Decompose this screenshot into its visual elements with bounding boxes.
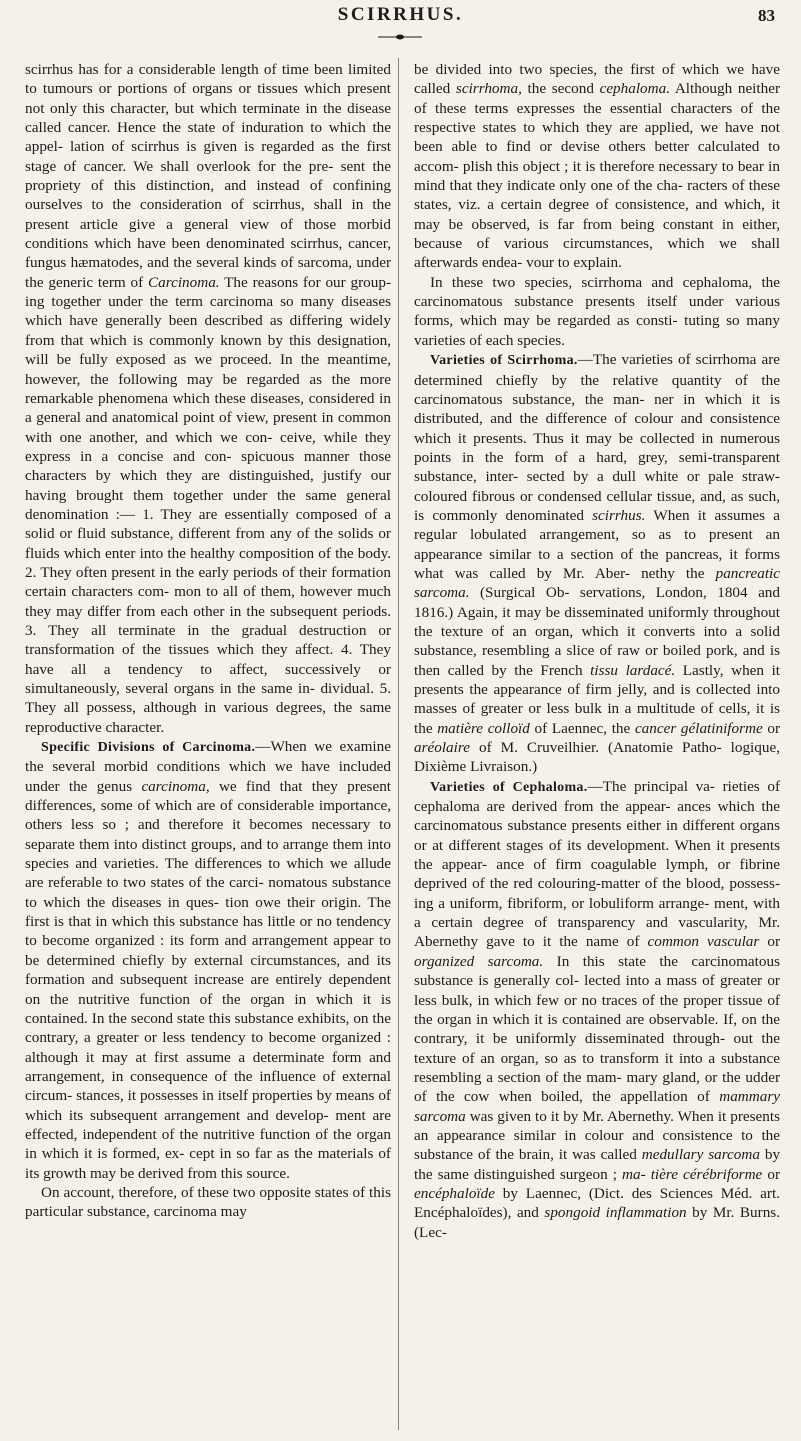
term: medullary sarcoma [641,1146,760,1164]
text: (Surgical Ob- servations, London, 1804 and 1816.) Again, it may be disseminated uniformly throughout the texture of an organ, which it converts into a solid substance, resembling a slice of raw or boiled pork, and is then called by the French [414,584,780,679]
term: cephaloma. [599,80,671,98]
text: In these two species, scirrhoma and cephaloma, the carcinomatous substance presents itself under various forms, which may be regarded as consti- tuting so many varieties of each species. [414,273,780,349]
text: by the same distinguished surgeon ; [414,1146,781,1183]
text: Although neither of these terms expresses the essential characters of the respective states to which they are applied, we have not been able to find or devise others better calculated to accom- plish this object ; it is therefore necessary to bear in mind that they indicate only one of the cha- racters of these states, viz. a certain degree of consistence, and which, it may be observed, is far from being constant in either, because of various circumstances, which we shall afterwards endea- vour to explain. [414,80,781,272]
paragraph [25,60,391,737]
term: organized sarcoma. [414,952,544,970]
text: of M. Cruveilhier. (Anatomie Patho- logique, Dixième Livraison.) [414,739,780,776]
text: we find that they present differences, some of which are of considerable importance, others less so ; and therefore it becomes necessary to separate them into distinct groups, and to arrange them into species and varieties. The differences to which we allude are referable to two states of the carci- nomatous substance to which the diseases in ques- tion owe their origin. The first is that in which this substance has little or no tendency to become organized : its form and arrangement appear to be determined chiefly by external circumstances, and its formation and subsequent increase are entirely dependent on the nutritive function of the organ in which it is contained. In the second state this substance exhibits, on the contrary, a greater or less tendency to become organized : although it may at first assume a determinate form and arrangement, in consequence of the influence of external circum- stances, it possesses in itself properties by means of which its subsequent arrangement and develop- ment are effected, independent of the nutritive function of the organ in which it is formed, ex- cept in so far as the materials of its growth may be derived from this source. [25,777,392,1182]
text: —The principal va- rieties of cephaloma are derived from the appear- ances which the carcinomatous substance presents either in different organs or at different stages of its development. When it presents the appear- ance of firm coagulable lymph, or fibrine deprived of the red colouring-matter of the blood, possess- ing a uniform, fibriform, or lobuliform arrange- ment, with a certain degree of transparency and vascularity, Mr. Abernethy gave to it the name of [414,777,780,951]
ornament-rule-icon [378,32,422,42]
text: When it assumes a regular lobulated arrangement, so as to present an appearance similar to a section of the pancreas, it forms what was called by Mr. Aber- nethy the [414,506,780,582]
term: tissu lardacé. [590,661,676,679]
section-heading: Varieties of Cephaloma. [430,779,588,795]
term: mammary sarcoma [414,1088,780,1125]
paragraph [414,350,780,777]
page-number: 83 [758,6,775,25]
text: of Laennec, the [534,719,631,737]
text: or [767,719,781,737]
paragraph [414,273,780,350]
term: common vascular [647,933,760,951]
paragraph [414,777,780,1242]
section-heading: Varieties of Scirrhoma. [430,353,578,369]
term: aréolaire [414,739,470,757]
text: be divided into two species, the first of which we have called [414,61,780,98]
paragraph [25,1183,391,1222]
column-divider [398,58,399,1430]
page-header [0,4,801,64]
term: scirrhus. [592,506,646,524]
text: by Laennec, (Dict. des Sciences Méd. art. Encéphaloïdes), and [414,1184,780,1222]
text: Lastly, when it presents the appearance of firm jelly, and is collected into masses of greater or less bulk in a multitude of cells, it is the [414,661,781,737]
term: Carcinoma. [148,273,220,291]
term: matière colloïd [437,719,530,737]
text: or [767,933,781,951]
term: scirrhoma, [455,80,522,98]
running-title: SCIRRHUS. [337,4,464,25]
term: pancreatic sarcoma. [414,564,780,602]
text: In this state the carcinomatous substance is generally col- lected into a mass of greater or less bulk, in which few or no traces of the proper tissue of the organ in which it is contained are observable. If, on the contrary, it be uniformly disseminated through- out the texture of an organ, so as to transform it into a substance resembling a section of the mam- mary gland, or the udder of the cow when boiled, the appellation of [414,952,780,1106]
section-heading: Specific Divisions of Carcinoma. [41,740,256,756]
paragraph [25,737,391,1183]
text: —The varieties of scirrhoma are determined chiefly by the relative quantity of the carcinomatous substance, the man- ner in which it is distributed, and the difference of colour and consistence which it presents. Thus it may be collected in numerous points in the form of a hard, grey, semi-transparent substance, inter- sected by a dull white or pale straw-coloured fibrous or condensed cellular tissue, and, as such, is commonly denominated [414,351,780,524]
text: was given to it by Mr. Abernethy. When it presents an appearance similar in colour and consistence to the substance of the brain, it was called [414,1107,780,1164]
text: —When we examine the several morbid conditions which we have included under the genus [25,738,391,795]
term: spongoid inflammation [544,1204,687,1222]
text: scirrhus has for a considerable length of time been limited to tumours or portions of organs or tissues which present not only this character, but which terminate in the disease called cancer. Hence the state of induration to which the appel- lation of scirrhus is given is regarded as the first stage of cancer. We shall overlook for the pre- sent the propriety of this distinction, and instead of confining ourselves to the consideration of scirrhus, shall in the present article give a general view of those morbid conditions which have been denominated scirrhus, cancer, fungus hæmatodes, and the several kinds of sarcoma, under the generic term of [25,61,391,291]
term: cancer gélatiniforme [634,719,763,737]
term: encéphaloïde [414,1184,495,1202]
text: The reasons for our group- ing together under the term carcinoma so many diseases which have generally been described as differing widely from that which is commonly known by this designation, will be fully exposed as we proceed. In the meantime, however, the following may be regarded as the more remarkable phenomena which these diseases, considered in a general and anatomical point of view, present in common with one another, and which we con- ceive, while they express in a concise and con- spicuous manner those characters by which they are distinguished, justify our having brought them together under the same general denomination :— 1. They are essentially composed of a solid or fluid substance, different from any of the solids or fluids which enter into the healthy composition of the body. 2. They often present in the early periods of their formation certain characters com- mon to all of them, however much they may differ from each other in the subsequent periods. 3. They all terminate in the gradual destruction or transformation of the tissues which they affect. 4. They have all a tendency to affect, successively or simultaneously, several organs in the same in- dividual. 5. They all possess, although in various degrees, the same reproductive character. [25,273,392,736]
term: ma- tière cérébriforme [622,1165,763,1183]
right-column [414,60,780,1242]
left-column [25,60,391,1222]
text: or [767,1165,781,1183]
text: by Mr. Burns. (Lec- [414,1204,781,1241]
paragraph [414,60,780,273]
text: the second [527,80,594,98]
text: On account, therefore, of these two opposite states of this particular substance, carcinoma may [25,1183,391,1221]
term: carcinoma, [141,777,210,795]
